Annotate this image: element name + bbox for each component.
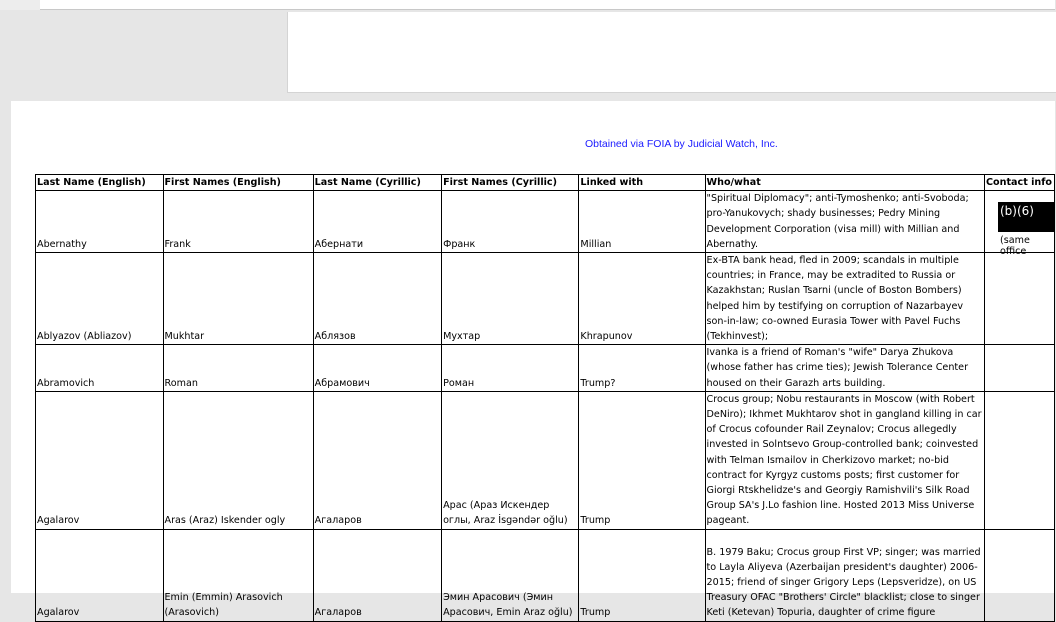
- contact-info-cell: [985, 529, 1055, 621]
- first-names-english-cell: Frank: [163, 191, 313, 253]
- viewer-top-strip: [0, 0, 1055, 10]
- linked-with-cell: Millian: [579, 191, 705, 253]
- col-header-first-names-english: First Names (English): [163, 175, 313, 191]
- col-header-first-names-cyrillic: First Names (Cyrillic): [442, 175, 579, 191]
- last-name-english-cell: Ablyazov (Abliazov): [36, 253, 164, 345]
- table-row: [36, 191, 1055, 253]
- first-names-cyrillic-cell: Мухтар: [442, 253, 579, 345]
- first-names-english-cell: Aras (Araz) Iskender ogly: [163, 391, 313, 529]
- first-names-english-cell: Roman: [163, 345, 313, 392]
- last-name-english-cell: Agalarov: [36, 391, 164, 529]
- first-names-cyrillic-cell: Роман: [442, 345, 579, 392]
- linked-with-cell: Khrapunov: [579, 253, 705, 345]
- table-row: [36, 529, 1055, 621]
- first-names-cyrillic-cell: Эмин Арасович (Эмин Арасович, Emin Araz oğlu): [442, 529, 579, 621]
- linked-with-cell: Trump: [579, 529, 705, 621]
- col-header-who-what: Who/what: [705, 175, 984, 191]
- first-names-cyrillic-cell: Франк: [442, 191, 579, 253]
- last-name-english-cell: Abernathy: [36, 191, 164, 253]
- contact-info-cell: [985, 391, 1055, 529]
- last-name-cyrillic-cell: Абернати: [313, 191, 441, 253]
- col-header-last-name-english: Last Name (English): [36, 175, 164, 191]
- contact-info-cell: [985, 345, 1055, 392]
- previous-page-fragment: [287, 12, 1056, 93]
- col-header-linked-with: Linked with: [579, 175, 705, 191]
- foia-notice: Obtained via FOIA by Judicial Watch, Inc.: [585, 138, 778, 150]
- table-row: [36, 253, 1055, 345]
- redaction-box: (b)(6): [998, 202, 1055, 232]
- first-names-english-cell: Mukhtar: [163, 253, 313, 345]
- last-name-cyrillic-cell: Абрамович: [313, 345, 441, 392]
- who-what-cell: Crocus group; Nobu restaurants in Moscow (with Robert DeNiro); Ikhmet Mukhtarov shot in gangland killing in car of Crocus cofounder Rail Zeynalov; Crocus allegedly invested in Solntsevo Group-controlled bank; coinvested with Telman Ismailov in Cherkizovo market; no-bid contract for Kyrgyz customs posts; first customer for Giorgi Rtskhelidze's and Georgiy Ramishvili's Silk Road Group SA's J.Lo fashion line. Hosted 2013 Miss Universe pageant.: [705, 391, 984, 529]
- last-name-cyrillic-cell: Агаларов: [313, 391, 441, 529]
- last-name-english-cell: Abramovich: [36, 345, 164, 392]
- col-header-contact-info: Contact info: [985, 175, 1055, 191]
- previous-page-bottom-edge: [40, 0, 1055, 10]
- table-row: [36, 391, 1055, 529]
- contact-info-text: (same office: [1000, 235, 1030, 257]
- contacts-table: [35, 174, 1055, 622]
- who-what-cell: Ivanka is a friend of Roman's "wife" Darya Zhukova (whose father has crime ties); Jewish Tolerance Center housed on their Garazh arts building.: [705, 345, 984, 392]
- last-name-cyrillic-cell: Агаларов: [313, 529, 441, 621]
- who-what-cell: "Spiritual Diplomacy"; anti-Tymoshenko; anti-Svoboda; pro-Yanukovych; shady businesses; Pedry Mining Development Corporation (visa mill) with Millian and Abernathy.: [705, 191, 984, 253]
- linked-with-cell: Trump?: [579, 345, 705, 392]
- document-page: [11, 101, 1055, 619]
- who-what-cell: Ex-BTA bank head, fled in 2009; scandals in multiple countries; in France, may be extradited to Russia or Kazakhstan; Ruslan Tsarni (uncle of Boston Bombers) helped him by testifying on corruption of Nazarbayev son-in-law; co-owned Eurasia Tower with Pavel Fuchs (Tekhinvest);: [705, 253, 984, 345]
- linked-with-cell: Trump: [579, 391, 705, 529]
- first-names-english-cell: Emin (Emmin) Arasovich (Arasovich): [163, 529, 313, 621]
- first-names-cyrillic-cell: Арас (Араз Искендер оглы, Araz İsgəndər oğlu): [442, 391, 579, 529]
- who-what-cell: B. 1979 Baku; Crocus group First VP; singer; was married to Layla Aliyeva (Azerbaijan president's daughter) 2006-2015; friend of singer Grigory Leps (Lepsveridze), on US Treasury OFAC "Brothers' Circle" blacklist; close to singer Keti (Ketevan) Topuria, daughter of crime figure: [705, 529, 984, 621]
- last-name-cyrillic-cell: Аблязов: [313, 253, 441, 345]
- contact-info-cell: [985, 253, 1055, 345]
- col-header-last-name-cyrillic: Last Name (Cyrillic): [313, 175, 441, 191]
- table-header-row: [36, 175, 1055, 191]
- table-row: [36, 345, 1055, 392]
- last-name-english-cell: Agalarov: [36, 529, 164, 621]
